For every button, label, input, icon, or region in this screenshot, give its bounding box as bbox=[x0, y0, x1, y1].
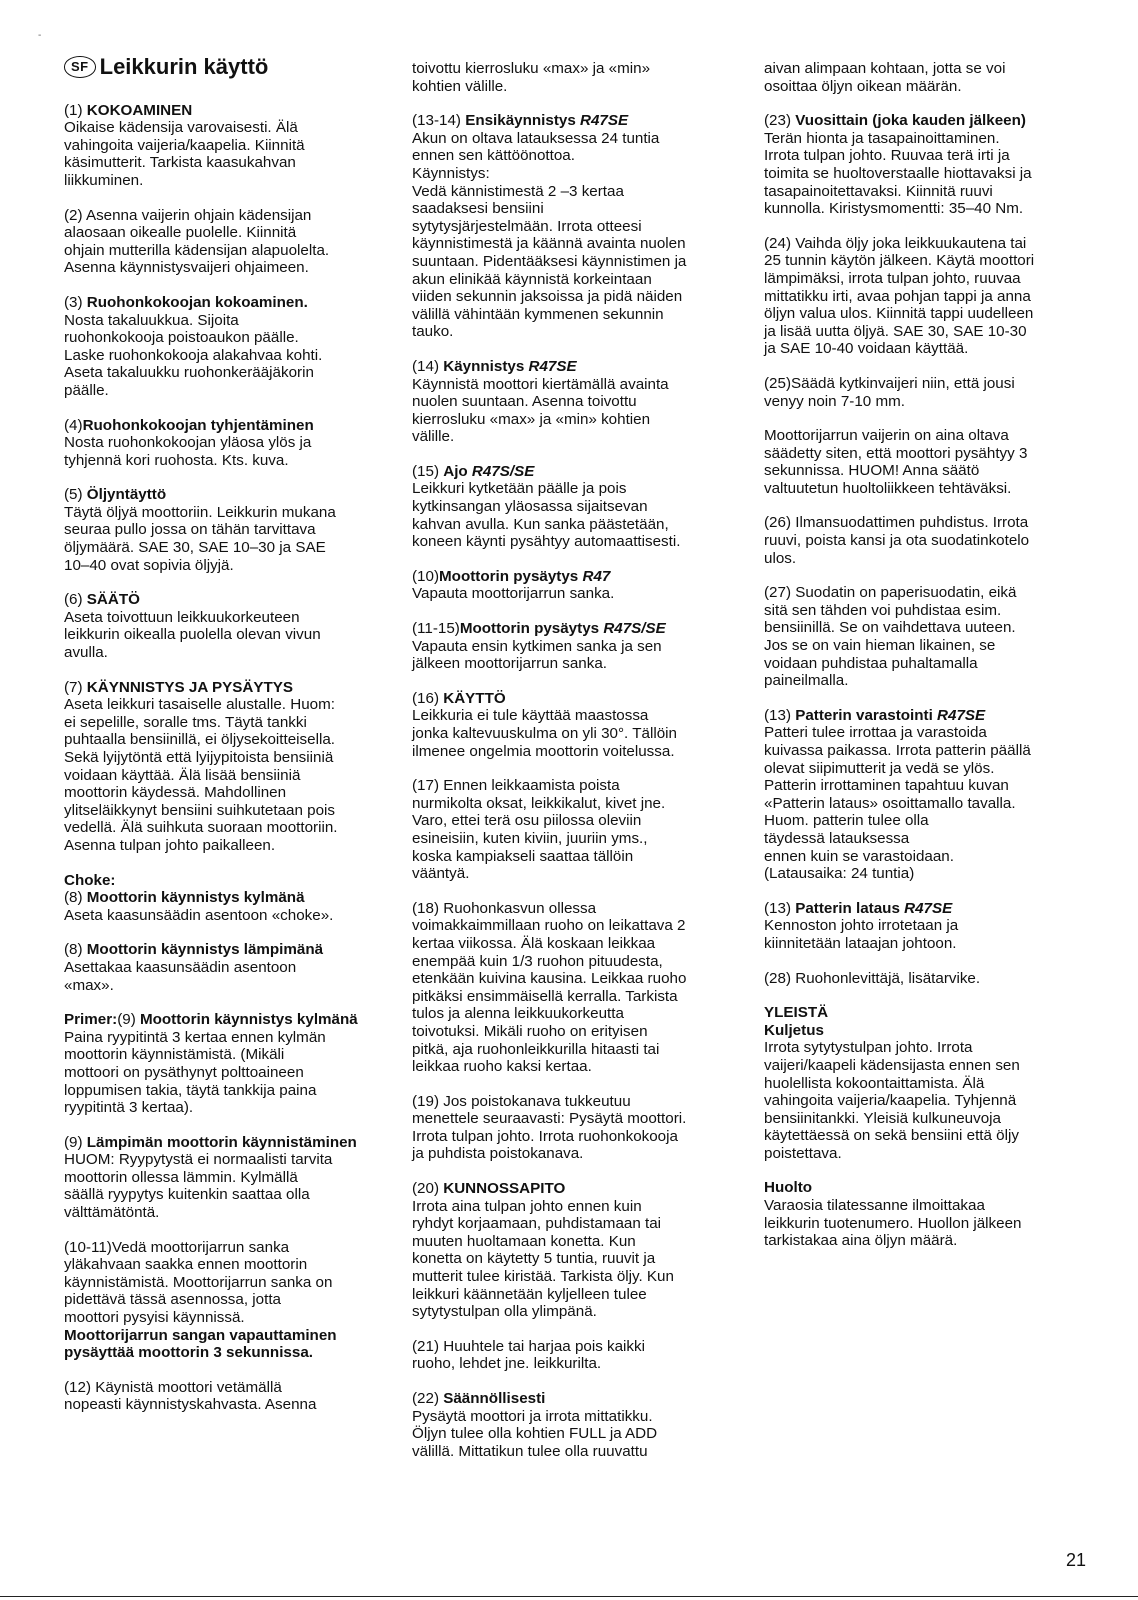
heading-text: Ruohonkokoojan kokoaminen. bbox=[86, 293, 308, 311]
body-line: ohjain mutterilla kädensijan alapuolelta. bbox=[64, 241, 330, 259]
heading-model: R47SE bbox=[904, 899, 953, 917]
heading-number: (10) bbox=[412, 567, 440, 585]
body-line: öljyn valua ulos. Kiinnitä tappi uudelleen bbox=[764, 305, 1034, 323]
heading-model: R47S/SE bbox=[603, 620, 666, 638]
body-line: kiinnitetään lataajan johtoon. bbox=[764, 934, 957, 952]
body-line: Irrota sytytystulpan johto. Irrota bbox=[764, 1039, 973, 1057]
heading-text: Öljyntäyttö bbox=[86, 486, 167, 504]
heading-text: Primer: bbox=[64, 1011, 118, 1029]
body-line: moottorin käynnistämistä. (Mikäli bbox=[64, 1046, 285, 1064]
body-line: muuten huoltamaan konetta. Kun bbox=[412, 1232, 636, 1250]
body-line: voidaan puhdistaa puhaltamalla bbox=[764, 654, 978, 672]
body-line-bold: Moottorijarrun sangan vapauttaminen bbox=[64, 1326, 337, 1344]
body-line: välillä vähintään kymmenen sekunnin bbox=[412, 305, 664, 323]
section bbox=[412, 60, 748, 95]
body-line: Varo, ettei terä osu piilossa oleviin bbox=[412, 812, 642, 830]
body-line: moottorin käydessä. Mahdollinen bbox=[64, 784, 287, 802]
body-line: pitkä, aja ruohonleikkurilla hitaasti tai bbox=[412, 1040, 660, 1058]
body-line: kytkinsangan yläosassa sijaitsevan bbox=[412, 498, 648, 516]
heading-number: (11-15) bbox=[412, 620, 460, 638]
body-line: (26) Ilmansuodattimen puhdistus. Irrota bbox=[764, 514, 1029, 532]
section bbox=[764, 235, 1094, 358]
body-line: (28) Ruohonlevittäjä, lisätarvike. bbox=[764, 969, 981, 987]
body-line: vahingoita vaijeria/kaapelia. Kiinnitä bbox=[64, 136, 305, 154]
heading-text: Säännöllisesti bbox=[443, 1390, 546, 1407]
section bbox=[64, 591, 400, 661]
body-line: ruuvi, poista kansi ja ota suodatinkotelo bbox=[764, 532, 1030, 550]
section-heading bbox=[764, 900, 1094, 918]
body-line: tulos ja alenna leikkuukorkeutta bbox=[412, 1005, 624, 1023]
body-line: ylitseläikkynyt bensiini suihkutetaan pois bbox=[64, 801, 335, 819]
body-line: leikkaa ruoho kaksi kertaa. bbox=[412, 1058, 592, 1076]
heading-number: (23) bbox=[764, 112, 796, 130]
column-left-body bbox=[64, 102, 400, 1414]
body-line: mottoori on pysäthynyt polttoaineen bbox=[64, 1063, 304, 1081]
body-line: Huom. patterin tulee olla bbox=[764, 812, 929, 830]
section bbox=[764, 112, 1094, 218]
body-line: ei sepelille, soralle tms. Täytä tankki bbox=[64, 713, 307, 731]
body-line: Aseta kaasunsäädin asentoon «choke». bbox=[64, 906, 334, 924]
section bbox=[412, 1390, 748, 1460]
body-line: etenkään kuivina kausina. Leikkaa ruoho bbox=[412, 970, 687, 988]
body-line: ja SAE 10-40 voidaan käyttää. bbox=[764, 340, 969, 358]
body-line: Vapauta ensin kytkimen sanka ja sen bbox=[412, 637, 662, 655]
section-heading bbox=[64, 1134, 400, 1152]
body-line: vaijeri/kaapeli kädensijasta ennen sen bbox=[764, 1056, 1020, 1074]
body-line: kertaa viikossa. Älä koskaan leikkaa bbox=[412, 934, 656, 952]
body-line: loppumisen takia, täytä tankkija paina bbox=[64, 1081, 317, 1099]
body-line: lämpimäksi, irrota tulpan johto, ruuvaa bbox=[764, 269, 1021, 287]
section-heading bbox=[764, 707, 1094, 725]
body-line: Sekä lyijytöntä että lyijypitoista bensiiniä bbox=[64, 749, 334, 766]
heading-number: (14) bbox=[412, 357, 444, 375]
heading-model: R47SE bbox=[937, 706, 986, 724]
heading-text: Lämpimän moottorin käynnistäminen bbox=[86, 1133, 357, 1151]
heading-text: Moottorin käynnistys lämpimänä bbox=[86, 941, 324, 959]
body-line: jälkeen moottorijarrun sanka. bbox=[412, 655, 608, 673]
heading-text: Ruohonkokoojan tyhjentäminen bbox=[82, 416, 314, 434]
section-heading bbox=[412, 1390, 748, 1408]
section-subheading bbox=[764, 1022, 1094, 1040]
body-line: käsimutterit. Tarkista kaasukahvan bbox=[64, 154, 296, 172]
body-line: Vedä kännistimestä 2 –3 kertaa bbox=[412, 182, 624, 200]
heading-text: Choke: bbox=[64, 871, 116, 889]
body-line: Nosta takaluukkua. Sijoita bbox=[64, 311, 239, 329]
bottom-rule bbox=[0, 1596, 1138, 1597]
body-line: 10–40 ovat sopivia öljyjä. bbox=[64, 556, 234, 574]
body-line: Asettakaa kaasunsäädin asentoon bbox=[64, 958, 297, 976]
section-heading bbox=[412, 463, 748, 481]
body-line: Oikaise kädensija varovaisesti. Älä bbox=[64, 119, 298, 137]
section-heading bbox=[64, 941, 400, 959]
heading-text: Kuljetus bbox=[764, 1021, 824, 1039]
heading-text: KUNNOSSAPITO bbox=[443, 1180, 566, 1198]
heading-text: Moottorin pysäytys bbox=[459, 620, 604, 638]
body-line: ennen kuin se varastoidaan. bbox=[764, 847, 954, 865]
body-line: sytytysjärjestelmään. Irrota otteesi bbox=[412, 217, 642, 235]
section-heading bbox=[64, 679, 400, 697]
body-line: ulos. bbox=[764, 549, 797, 567]
body-line: leikkuri käännetään kyljelleen tulee bbox=[412, 1285, 647, 1303]
body-line: Asenna tulpan johto paikalleen. bbox=[64, 836, 276, 854]
body-line: voidaan käyttää. Älä lisää bensiiniä bbox=[64, 766, 301, 784]
heading-text: Moottorin käynnistys kylmänä bbox=[86, 889, 305, 907]
heading-text: Vuosittain (joka kauden jälkeen) bbox=[795, 112, 1026, 130]
body-line: kohtien välille. bbox=[412, 77, 508, 95]
column-left bbox=[64, 56, 400, 1431]
body-line: (Latausaika: 24 tuntia) bbox=[764, 865, 915, 883]
body-line: leikkurin tuotenumero. Huollon jälkeen bbox=[764, 1214, 1022, 1232]
body-line: Varaosia tilatessanne ilmoittakaa bbox=[764, 1197, 985, 1215]
body-line: (10-11)Vedä moottorijarrun sanka bbox=[64, 1238, 290, 1256]
body-line: täydessä latauksessa bbox=[764, 829, 910, 847]
body-line: moottorin ollessa lämmin. Kylmällä bbox=[64, 1168, 298, 1186]
body-line: osoittaa öljyn oikean määrän. bbox=[764, 77, 962, 95]
section-heading bbox=[64, 1011, 400, 1029]
section-subheading bbox=[64, 889, 400, 907]
heading-text: Ensikäynnistys bbox=[465, 112, 580, 130]
body-line: Käynnistys: bbox=[412, 164, 490, 182]
body-line: Terän hionta ja tasapainoittaminen. bbox=[764, 129, 1000, 147]
body-line: ryhdyt korjaamaan, puhdistamaan tai bbox=[412, 1215, 662, 1233]
body-line: käytettäessä on sekä bensiini että öljy bbox=[764, 1127, 1019, 1145]
body-line: puhtaalla bensiinillä, ei öljysekoitteisella. bbox=[64, 731, 336, 749]
heading-text: Käynnistys bbox=[443, 357, 529, 375]
body-line: päälle. bbox=[64, 381, 109, 399]
body-line: 25 tunnin käytön jälkeen. Käytä moottori bbox=[764, 252, 1035, 270]
section bbox=[412, 463, 748, 551]
heading-text: Huolto bbox=[764, 1179, 813, 1197]
body-line: nurmikolta oksat, leikkikalut, kivet jne. bbox=[412, 794, 666, 812]
body-line-bold: pysäyttää moottorin 3 sekunnissa. bbox=[64, 1344, 313, 1362]
body-line: Patteri tulee irrottaa ja varastoida bbox=[764, 724, 987, 742]
section bbox=[64, 941, 400, 994]
heading-text: KOKOAMINEN bbox=[86, 101, 193, 119]
section bbox=[412, 568, 748, 603]
body-line: menettele seuraavasti: Pysäytä moottori. bbox=[412, 1110, 687, 1128]
body-line: mutterit tulee kiristää. Tarkista öljy. Kun bbox=[412, 1268, 674, 1286]
heading-model: R47SE bbox=[580, 112, 629, 130]
body-line: voimakkaimmillaan ruoho on leikattava 2 bbox=[412, 917, 686, 935]
body-line: (17) Ennen leikkaamista poista bbox=[412, 777, 620, 795]
body-line: ryypitintä 3 kertaa). bbox=[64, 1099, 194, 1117]
body-line: Patterin irrottaminen tapahtuu kuvan bbox=[764, 777, 1009, 795]
body-line: vääntyä. bbox=[412, 865, 470, 883]
body-line: ennen sen kättöönottoa. bbox=[412, 147, 575, 165]
body-line: akun elinikää käynnistä korkeintaan bbox=[412, 270, 652, 288]
body-line: alaosaan oikealle puolelle. Kiinnitä bbox=[64, 224, 297, 242]
body-line: suuntaan. Pidentääksesi käynnistimen ja bbox=[412, 252, 687, 270]
body-line: sytytystulpan olla ylimpänä. bbox=[412, 1303, 597, 1321]
page-title-text: Leikkurin käyttö bbox=[99, 54, 269, 79]
body-line: toivotuksi. Mikäli ruoho on erityisen bbox=[412, 1022, 648, 1040]
column-right bbox=[764, 60, 1094, 1267]
body-line: tarkistakaa aina öljyn määrä. bbox=[764, 1232, 958, 1250]
body-line: poistettava. bbox=[764, 1144, 842, 1162]
body-line: «Patterin lataus» osoittamallo tavalla. bbox=[764, 794, 1016, 812]
section-heading bbox=[64, 294, 400, 312]
body-line: nopeasti käynnistyskahvasta. Asenna bbox=[64, 1396, 317, 1414]
section bbox=[64, 872, 400, 925]
body-line: Laske ruohonkokooja alakahvaa kohti. bbox=[64, 346, 323, 364]
body-line: Aseta takaluukku ruohonkerääjäkorin bbox=[64, 364, 314, 382]
heading-number: (15) bbox=[412, 462, 444, 480]
body-line: koneen käynti pysähtyy automaattisesti. bbox=[412, 533, 681, 551]
body-line: bensiinitankki. Yleisiä kulkuneuvoja bbox=[764, 1109, 1001, 1127]
body-line: olevat siipimutterit ja vedä se ylös. bbox=[764, 759, 995, 777]
body-line: tyhjennä kori ruohosta. Kts. kuva. bbox=[64, 451, 289, 469]
body-line: nuolen suuntaan. Asenna toivottu bbox=[412, 393, 637, 411]
section bbox=[764, 514, 1094, 567]
heading-text: YLEISTÄ bbox=[764, 1004, 829, 1022]
section bbox=[412, 900, 748, 1076]
body-line: toivottu kierrosluku «max» ja «min» bbox=[412, 60, 651, 77]
body-line: enempää kuin 1/3 ruohon pituudesta, bbox=[412, 952, 663, 970]
column-middle bbox=[412, 60, 748, 1477]
heading-number: (16) bbox=[412, 689, 444, 707]
section-heading bbox=[64, 591, 400, 609]
heading-number: (13-14) bbox=[412, 112, 466, 130]
heading-text: Moottorin käynnistys kylmänä bbox=[139, 1011, 358, 1029]
body-line: (2) Asenna vaijerin ohjain kädensijan bbox=[64, 206, 312, 224]
section bbox=[764, 60, 1094, 95]
section-heading bbox=[412, 568, 748, 586]
body-line: valtuutetun huoltoliikkeen tehtäväksi. bbox=[764, 479, 1012, 497]
body-line: sekunnissa. HUOM! Anna säätö bbox=[764, 462, 980, 480]
body-line: (27) Suodatin on paperisuodatin, eikä bbox=[764, 584, 1017, 602]
section bbox=[64, 294, 400, 400]
section-heading bbox=[412, 620, 748, 638]
section bbox=[764, 900, 1094, 953]
body-line: konetta on käytetty 5 tuntia, ruuvit ja bbox=[412, 1250, 656, 1268]
section bbox=[412, 1180, 748, 1321]
body-line: venyy noin 7-10 mm. bbox=[764, 392, 905, 410]
body-line: Leikkuria ei tule käyttää maastossa bbox=[412, 707, 649, 725]
body-line: leikkurin oikealla puolella olevan vivun bbox=[64, 626, 321, 644]
page-title bbox=[64, 56, 400, 78]
heading-number: (9) bbox=[117, 1011, 140, 1029]
body-line: kunnolla. Kiristysmomentti: 35–40 Nm. bbox=[764, 200, 1024, 218]
section-heading bbox=[64, 417, 400, 435]
heading-text: Moottorin pysäytys bbox=[439, 567, 583, 585]
body-line: Aseta leikkuri tasaiselle alustalle. Huom: bbox=[64, 696, 335, 714]
body-line: (12) Käynistä moottori vetämällä bbox=[64, 1378, 282, 1396]
section bbox=[412, 1338, 748, 1373]
section bbox=[764, 584, 1094, 690]
heading-text: Patterin varastointi bbox=[795, 706, 938, 724]
body-line: välille. bbox=[412, 428, 455, 446]
body-line: Pysäytä moottori ja irrota mittatikku. bbox=[412, 1407, 653, 1425]
section bbox=[764, 427, 1094, 497]
body-line: pitkäksi ensimmäisellä kerralla. Tarkista bbox=[412, 987, 678, 1005]
heading-number: (4) bbox=[64, 416, 83, 434]
column-right-body bbox=[764, 60, 1094, 1250]
body-line: jonka kaltevuuskulma on yli 30°. Tällöin bbox=[412, 725, 677, 742]
body-line: avulla. bbox=[64, 644, 108, 662]
body-line: Jos se on vain hieman likainen, se bbox=[764, 637, 996, 655]
section bbox=[412, 777, 748, 883]
section bbox=[412, 358, 748, 446]
body-line: toimita se huoltoverstaalle hiottavaksi ja bbox=[764, 164, 1032, 182]
section-heading bbox=[412, 1180, 748, 1198]
body-line: ruoho, lehdet jne. leikkurilta. bbox=[412, 1355, 602, 1373]
body-line: Asenna käynnistysvaijeri ohjaimeen. bbox=[64, 259, 309, 277]
body-line: esineisiin, kuten kiviin, juuriin yms., bbox=[412, 829, 648, 847]
section bbox=[64, 486, 400, 574]
heading-number: (22) bbox=[412, 1390, 444, 1407]
section bbox=[64, 1134, 400, 1222]
section bbox=[64, 417, 400, 470]
body-line: Irrota tulpan johto. Ruuvaa terä irti ja bbox=[764, 147, 1010, 165]
section bbox=[764, 970, 1094, 988]
body-line: Moottorijarrun vaijerin on aina oltava bbox=[764, 427, 1009, 445]
body-line: öljymäärä. SAE 30, SAE 10–30 ja SAE bbox=[64, 539, 326, 557]
body-line: seuraa pullo jossa on tähän tarvittava bbox=[64, 521, 316, 539]
body-line: Öljyn tulee olla kohtien FULL ja ADD bbox=[412, 1425, 658, 1443]
section bbox=[64, 1379, 400, 1414]
heading-number: (1) bbox=[64, 101, 87, 119]
body-line: bensiinillä. Se on vaihdettava uuteen. bbox=[764, 619, 1016, 637]
body-line: kuivassa paikassa. Irrota patterin päällä bbox=[764, 742, 1031, 759]
body-line: ilmenee ongelmia moottorin voitelussa. bbox=[412, 742, 675, 760]
heading-text: SÄÄTÖ bbox=[86, 591, 140, 609]
section bbox=[764, 707, 1094, 883]
body-line: sitä sen tähden voi puhdistaa esim. bbox=[764, 601, 1002, 619]
section-heading bbox=[64, 102, 400, 120]
body-line: koska kampiakseli saattaa tällöin bbox=[412, 847, 634, 865]
body-line: (21) Huuhtele tai harjaa pois kaikki bbox=[412, 1337, 645, 1355]
body-line: Nosta ruohonkokoojan yläosa ylös ja bbox=[64, 434, 312, 452]
section bbox=[64, 102, 400, 190]
section bbox=[412, 620, 748, 673]
page-number: 21 bbox=[1065, 1550, 1086, 1570]
body-line: (25)Säädä kytkinvaijeri niin, että jousi bbox=[764, 374, 1015, 392]
section-heading bbox=[764, 1179, 1094, 1197]
body-line: tauko. bbox=[412, 323, 454, 341]
body-line: moottori pysyisi käynnissä. bbox=[64, 1309, 245, 1327]
section-heading bbox=[764, 1004, 1094, 1022]
body-line: (19) Jos poistokanava tukkeutuu bbox=[412, 1092, 631, 1110]
language-badge: SF bbox=[64, 56, 96, 78]
body-line: (18) Ruohonkasvun ollessa bbox=[412, 899, 597, 917]
body-line: viiden sekunnin jaksoissa ja pidä näiden bbox=[412, 288, 683, 306]
body-line: välillä. Mittatikun tulee olla ruuvattu bbox=[412, 1442, 648, 1460]
heading-number: (8) bbox=[64, 941, 87, 959]
section-heading bbox=[412, 690, 748, 708]
body-line: Irrota tulpan johto. Irrota ruohonkokooja bbox=[412, 1127, 678, 1145]
body-line: Paina ryypitintä 3 kertaa ennen kylmän bbox=[64, 1028, 326, 1046]
body-line: tasapainoitettavaksi. Kiinnitä ruuvi bbox=[764, 182, 993, 200]
body-line: Kennoston johto irrotetaan ja bbox=[764, 917, 959, 935]
heading-text: KÄYTTÖ bbox=[443, 689, 506, 707]
heading-text: KÄYNNISTYS JA PYSÄYTYS bbox=[86, 678, 293, 696]
body-line: (24) Vaihda öljy joka leikkuukautena tai bbox=[764, 234, 1027, 252]
body-line: vahingoita vaijeria/kaapelia. Tyhjennä bbox=[764, 1092, 1017, 1110]
body-line: Aseta toivottuun leikkuukorkeuteen bbox=[64, 608, 300, 626]
body-line: säällä ryypytys kuitenkin saattaa olla bbox=[64, 1186, 310, 1204]
heading-number: (13) bbox=[764, 706, 796, 724]
heading-number: (13) bbox=[764, 899, 796, 917]
section-heading bbox=[64, 486, 400, 504]
heading-number: (20) bbox=[412, 1180, 444, 1198]
section-heading bbox=[64, 872, 400, 890]
section bbox=[64, 1239, 400, 1362]
body-line: ja puhdista poistokanava. bbox=[412, 1145, 584, 1163]
body-line: välttämätöntä. bbox=[64, 1204, 160, 1222]
heading-number: (6) bbox=[64, 591, 87, 609]
heading-text: Patterin lataus bbox=[795, 899, 905, 917]
section bbox=[412, 1093, 748, 1163]
column-middle-body bbox=[412, 60, 748, 1460]
body-line: liikkuminen. bbox=[64, 171, 144, 189]
body-line: säädetty siten, että moottori pysähtyy 3 bbox=[764, 444, 1028, 462]
heading-model: R47S/SE bbox=[471, 462, 535, 480]
heading-model: R47SE bbox=[528, 357, 577, 375]
body-line: kierrosluku «max» ja «min» kohtien bbox=[412, 410, 651, 428]
body-line: pidettävä tässä asennossa, jotta bbox=[64, 1291, 281, 1309]
body-line: vedellä. Älä suihkuta suoraan moottoriin. bbox=[64, 819, 338, 837]
body-line: mittatikku irti, avaa pohjan tappi ja anna bbox=[764, 287, 1031, 305]
section bbox=[64, 679, 400, 855]
body-line: kahvan avulla. Kun sanka päästetään, bbox=[412, 515, 669, 533]
body-line: Vapauta moottorijarrun sanka. bbox=[412, 585, 615, 603]
section bbox=[764, 1179, 1094, 1249]
section bbox=[64, 1011, 400, 1117]
section-heading bbox=[412, 112, 748, 130]
heading-number: (8) bbox=[64, 889, 87, 907]
heading-number: (5) bbox=[64, 486, 87, 504]
body-line: saadaksesi bensiini bbox=[412, 200, 544, 218]
body-line: käynnistimestä ja käännä avainta nuolen bbox=[412, 235, 686, 253]
body-line: käynnistämistä. Moottorijarrun sanka on bbox=[64, 1273, 333, 1291]
body-line: Täytä öljyä moottoriin. Leikkurin mukana bbox=[64, 503, 336, 521]
section-heading bbox=[412, 358, 748, 376]
heading-model: R47 bbox=[582, 567, 611, 585]
body-line: aivan alimpaan kohtaan, jotta se voi bbox=[764, 60, 1006, 77]
heading-number: (9) bbox=[64, 1133, 87, 1151]
section bbox=[64, 207, 400, 277]
section bbox=[764, 375, 1094, 410]
body-line: yläkahvaan saakka ennen moottorin bbox=[64, 1256, 308, 1274]
heading-text: Ajo bbox=[443, 462, 472, 480]
body-line: «max». bbox=[64, 976, 114, 994]
heading-number: (3) bbox=[64, 293, 87, 311]
heading-number: (7) bbox=[64, 678, 87, 696]
scan-mark: - bbox=[38, 30, 42, 41]
body-line: HUOM: Ryypytystä ei normaalisti tarvita bbox=[64, 1151, 333, 1169]
body-line: paineilmalla. bbox=[764, 672, 849, 690]
body-line: ruohonkokooja poistoaukon päälle. bbox=[64, 329, 299, 347]
body-line: Irrota aina tulpan johto ennen kuin bbox=[412, 1197, 642, 1215]
section bbox=[764, 1004, 1094, 1162]
section bbox=[412, 690, 748, 760]
section bbox=[412, 112, 748, 341]
section-heading bbox=[764, 112, 1094, 130]
body-line: Leikkuri kytketään päälle ja pois bbox=[412, 480, 627, 498]
body-line: ja lisää uutta öljyä. SAE 30, SAE 10-30 bbox=[764, 322, 1027, 340]
body-line: Akun on oltava latauksessa 24 tuntia bbox=[412, 129, 660, 147]
body-line: huolellista kokoontaittamista. Älä bbox=[764, 1074, 985, 1092]
body-line: Käynnistä moottori kiertämällä avainta bbox=[412, 375, 669, 393]
